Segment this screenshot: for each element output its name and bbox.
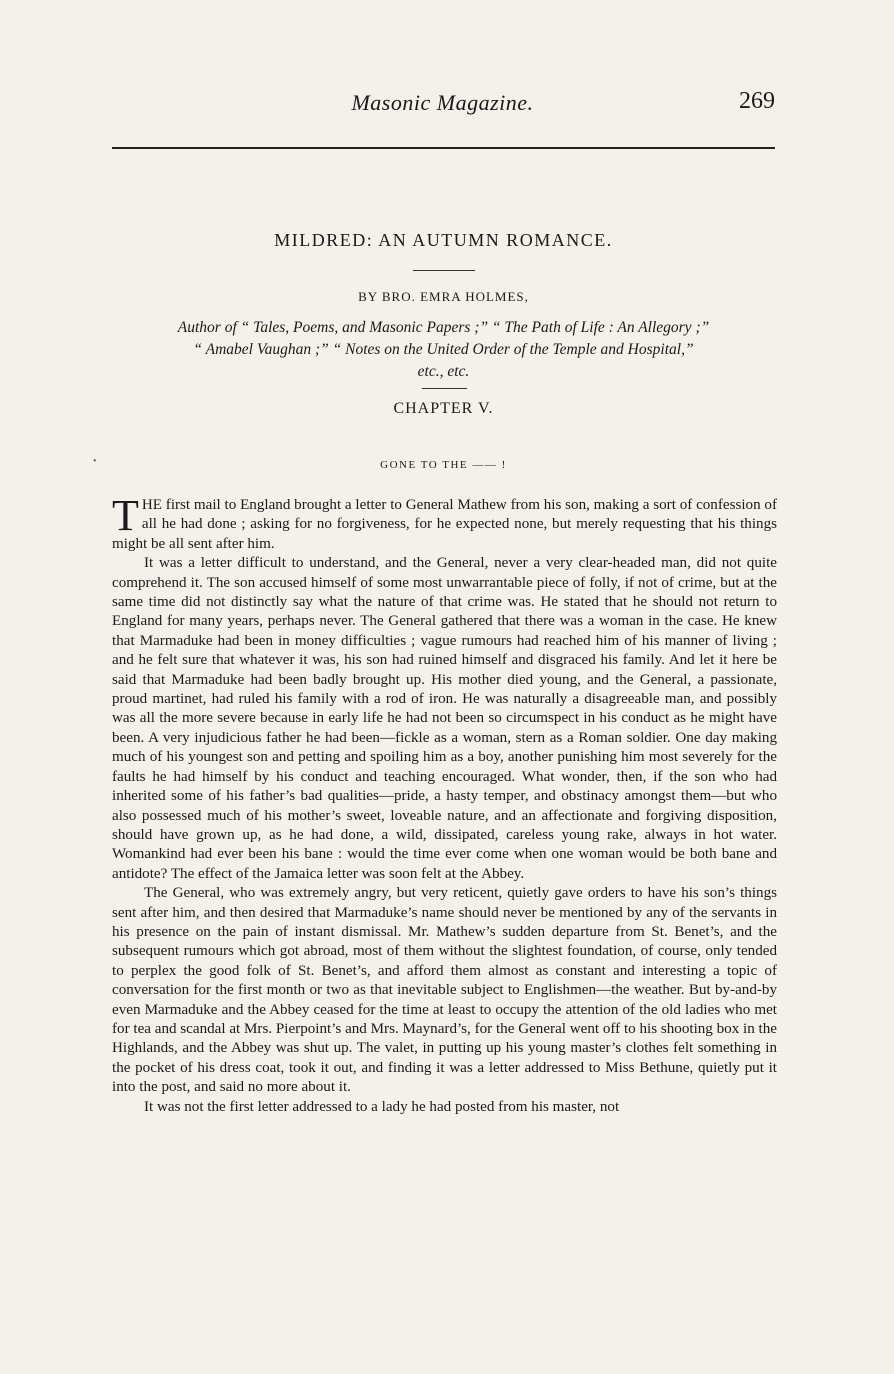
journal-title: Masonic Magazine. <box>351 90 534 115</box>
body-paragraph: The General, who was extremely angry, but very reticent, quietly gave orders to have his son’s things sent after him, and then desired that Marmaduke’s name should never be mentioned by any of the servants in his presence on the pain of instant dismissal. Mr. Mathew’s sudden departure from St. Benet’s, and the subsequent rumours which got abroad, most of them without the slightest foundation, of course, only tended to perplex the good folk of St. Benet’s, and afford them almost as constant and interesting a topic of conversation for the first month or two as that inevitable subject to Englishmen—the weather. But by-and-by even Marmaduke and the Abbey ceased for the time at least to occupy the attention of the old ladies who met for tea and scandal at Mrs. Pierpoint’s and Mrs. Maynard’s, for the General went off to his shooting box in the Highlands, and the Abbey was shut up. The valet, in putting up his young master’s clothes felt something in the pocket of his dress coat, took it out, and finding it was a letter addressed to Miss Bethune, quietly put it into the post, and said no more about it. <box>112 885 777 1096</box>
credits-line: Author of “ Tales, Poems, and Masonic Papers ;” “ The Path of Life : An Allegory ;” <box>177 319 710 336</box>
chapter-subtitle: GONE TO THE —— ! <box>380 459 507 471</box>
credits-rule <box>422 388 467 389</box>
article-body <box>112 491 777 1117</box>
body-paragraph: It was not the first letter addressed to a lady he had posted from his master, not <box>144 1098 620 1115</box>
running-head <box>110 90 775 120</box>
chapter-heading: CHAPTER V. <box>393 400 494 417</box>
page-number: 269 <box>739 88 775 114</box>
paragraph-text: HE first mail to England brought a letter to General Mathew from his son, making a sort of confession of all he had done ; asking for no forgiveness, for he expected none, but merely requesting that his things might be all sent after him. <box>112 497 777 552</box>
credits-line: “ Amabel Vaughan ;” “ Notes on the United Order of the Temple and Hospital,” <box>193 341 694 358</box>
drop-cap: T <box>112 491 139 540</box>
byline: BY BRO. EMRA HOLMES, <box>358 289 529 304</box>
article-title: MILDRED: AN AUTUMN ROMANCE. <box>274 230 613 250</box>
credits-line: etc., etc. <box>417 363 470 380</box>
body-paragraph <box>112 491 777 554</box>
title-rule <box>413 270 475 271</box>
margin-mark: • <box>93 456 97 467</box>
body-paragraph: It was a letter difficult to understand, and the General, never a very clear-headed man, did not quite comprehend it. The son accused himself of some most unwarrantable piece of folly, if not of crime, but at the same time did not distinctly say what the nature of that crime was. He stated that he should not return to England for many years, perhaps never. The General gathered that there was a woman in the case. He knew that Marmaduke had been in money difficulties ; vague rumours had reached him of his manner of living ; and he felt sure that whatever it was, his son had ruined himself and disgraced his family. And let it here be said that Marmaduke had been badly brought up. His mother died young, and the General, a passionate, proud martinet, had ruled his family with a rod of iron. He was naturally a disagreeable man, and possibly was all the more severe because in early life he had not been so circumspect in his conduct as he might have been. A very injudicious father he had been—fickle as a woman, stern as a Roman soldier. One day making much of his youngest son and petting and spoiling him as a boy, another punishing him most severely for the faults he had himself by his conduct and teaching encouraged. What wonder, then, if the son who had inherited some of his father’s bad qualities—pride, a hasty temper, and obstinacy amongst them—but who also possessed much of his mother’s sweet, loveable nature, and an affectionate and forgiving disposition, should have grown up, as he had done, a wild, dissipated, careless young rake, always in hot water. Womankind had ever been his bane : would the time ever come when one woman would be both bane and antidote? The effect of the Jamaica letter was soon felt at the Abbey. <box>112 555 777 882</box>
author-credits <box>112 317 775 383</box>
header-rule <box>112 147 775 149</box>
